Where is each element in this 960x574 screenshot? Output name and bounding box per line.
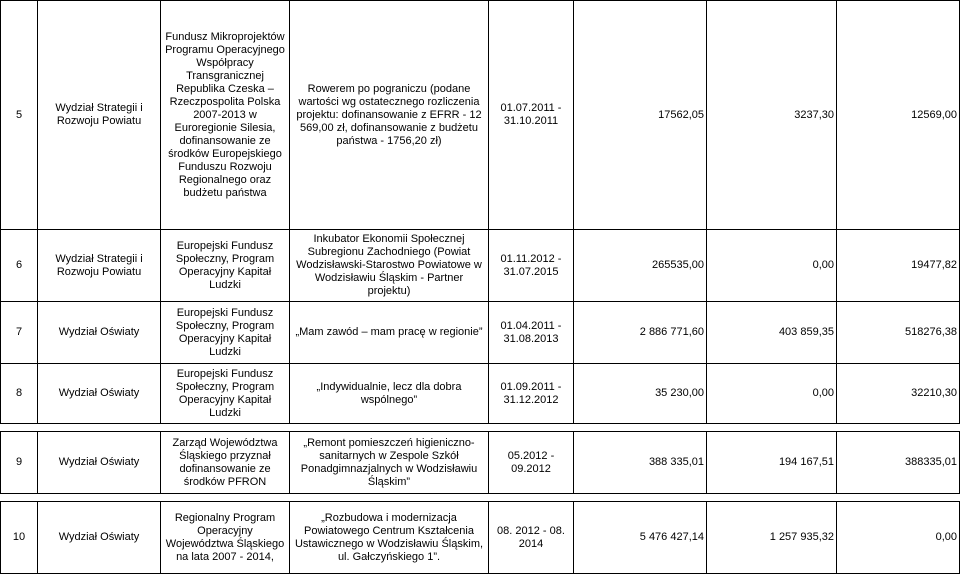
department-cell: Wydział Oświaty	[38, 302, 161, 364]
table-row	[1, 230, 960, 302]
total-value-cell: 17562,05	[574, 1, 707, 230]
total-value-cell: 2 886 771,60	[574, 302, 707, 364]
project-title-cell: „Remont pomieszczeń higieniczno-sanitarnych w Zespole Szkół Ponadgimnazjalnych w Wodzisławiu Śląskim”	[290, 432, 489, 494]
spacer-cell	[1, 494, 960, 502]
department-cell: Wydział Oświaty	[38, 364, 161, 424]
own-contribution-cell: 194 167,51	[707, 432, 837, 494]
funding-source-cell: Zarząd Województwa Śląskiego przyznał dofinansowanie ze środków PFRON	[161, 432, 290, 494]
period-cell: 08. 2012 - 08. 2014	[489, 502, 574, 574]
department-cell: Wydział Oświaty	[38, 502, 161, 574]
period-cell: 01.04.2011 - 31.08.2013	[489, 302, 574, 364]
grant-value-cell: 518276,38	[837, 302, 960, 364]
own-contribution-cell: 0,00	[707, 364, 837, 424]
department-cell: Wydział Strategii i Rozwoju Powiatu	[38, 1, 161, 230]
total-value-cell: 265535,00	[574, 230, 707, 302]
spacer-row	[1, 424, 960, 432]
row-number: 5	[1, 1, 38, 230]
department-cell: Wydział Strategii i Rozwoju Powiatu	[38, 230, 161, 302]
row-number: 9	[1, 432, 38, 494]
table-row	[1, 432, 960, 494]
row-number: 7	[1, 302, 38, 364]
own-contribution-cell: 1 257 935,32	[707, 502, 837, 574]
grant-value-cell: 388335,01	[837, 432, 960, 494]
project-title-cell: Rowerem po pograniczu (podane wartości wg ostatecznego rozliczenia projektu: dofinansowanie z EFRR - 12 569,00 zł, dofinansowanie z budżetu państwa - 1756,20 zł)	[290, 1, 489, 230]
spacer-cell	[1, 424, 960, 432]
period-cell: 01.11.2012 - 31.07.2015	[489, 230, 574, 302]
total-value-cell: 388 335,01	[574, 432, 707, 494]
funding-source-cell: Fundusz Mikroprojektów Programu Operacyjnego Współpracy Transgranicznej Republika Czeska – Rzeczpospolita Polska 2007-2013 w Euroregionie Silesia, dofinansowanie ze środków Europejskiego Funduszu Rozwoju Regionalnego oraz budżetu państwa	[161, 1, 290, 230]
department-cell: Wydział Oświaty	[38, 432, 161, 494]
total-value-cell: 5 476 427,14	[574, 502, 707, 574]
funding-source-cell: Regionalny Program Operacyjny Województwa Śląskiego na lata 2007 - 2014,	[161, 502, 290, 574]
period-cell: 01.09.2011 - 31.12.2012	[489, 364, 574, 424]
funding-source-cell: Europejski Fundusz Społeczny, Program Operacyjny Kapitał Ludzki	[161, 230, 290, 302]
period-cell: 01.07.2011 - 31.10.2011	[489, 1, 574, 230]
grant-value-cell: 12569,00	[837, 1, 960, 230]
row-number: 10	[1, 502, 38, 574]
own-contribution-cell: 0,00	[707, 230, 837, 302]
project-title-cell: „Indywidualnie, lecz dla dobra wspólnego”	[290, 364, 489, 424]
period-cell: 05.2012 - 09.2012	[489, 432, 574, 494]
project-title-cell: Inkubator Ekonomii Społecznej Subregionu Zachodniego (Powiat Wodzisławski-Starostwo Powiatowe w Wodzisławiu Śląskim - Partner projektu)	[290, 230, 489, 302]
row-number: 6	[1, 230, 38, 302]
spacer-row	[1, 494, 960, 502]
grant-value-cell: 32210,30	[837, 364, 960, 424]
own-contribution-cell: 3237,30	[707, 1, 837, 230]
project-title-cell: „Rozbudowa i modernizacja Powiatowego Centrum Kształcenia Ustawicznego w Wodzisławiu Śląskim, ul. Gałczyńskiego 1”.	[290, 502, 489, 574]
table-row	[1, 364, 960, 424]
funding-source-cell: Europejski Fundusz Społeczny, Program Operacyjny Kapitał Ludzki	[161, 302, 290, 364]
project-title-cell: „Mam zawód – mam pracę w regionie”	[290, 302, 489, 364]
table-row	[1, 302, 960, 364]
total-value-cell: 35 230,00	[574, 364, 707, 424]
grant-value-cell: 0,00	[837, 502, 960, 574]
table-row	[1, 1, 960, 230]
row-number: 8	[1, 364, 38, 424]
table-row	[1, 502, 960, 574]
grant-value-cell: 19477,82	[837, 230, 960, 302]
funding-source-cell: Europejski Fundusz Społeczny, Program Operacyjny Kapitał Ludzki	[161, 364, 290, 424]
own-contribution-cell: 403 859,35	[707, 302, 837, 364]
